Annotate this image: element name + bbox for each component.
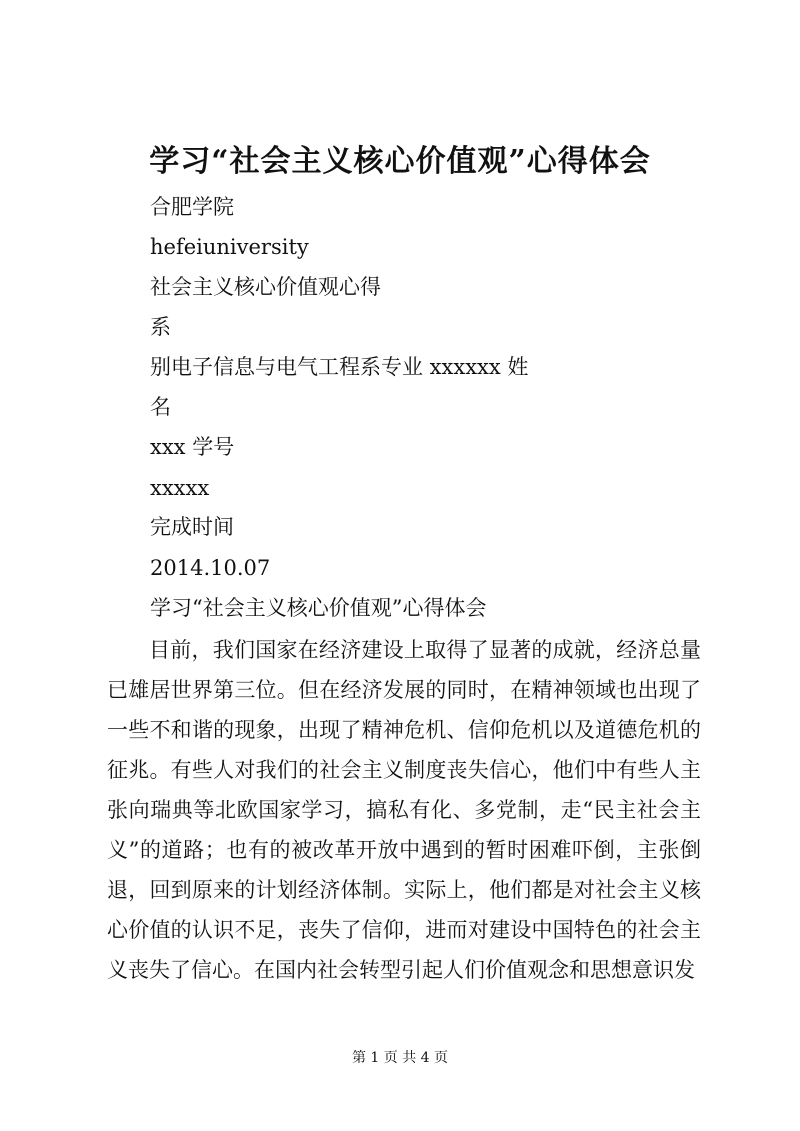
meta-line-department-label: 系 [150,315,171,339]
meta-line-student-id-label: xxx 学号 [150,435,235,459]
document-title: 学习“社会主义核心价值观”心得体会 [149,144,651,179]
document-body [107,630,701,990]
page-number: 第 1 页 共 4 页 [351,1050,449,1066]
meta-line-department: 别电子信息与电气工程系专业 xxxxxx 姓 [150,355,529,379]
meta-line-completion-date: 2014.10.07 [150,556,271,580]
meta-line-student-id: xxxxx [150,476,210,500]
meta-line-institution: 合肥学院 [150,195,234,219]
body-paragraph: 目前，我们国家在经济建设上取得了显著的成就，经济总量已雄居世界第三位。但在经济发展的同时，在精神领域也出现了一些不和谐的现象，出现了精神危机、信仰危机以及道德危机的征兆。有些人对我们的社会主义制度丧失信心，他们中有些人主张向瑞典等北欧国家学习，搞私有化、多党制，走“民主社会主义”的道路；也有的被改革开放中遇到的暂时困难吓倒，主张倒退，回到原来的计划经济体制。实际上，他们都是对社会主义核心价值的认识不足，丧失了信仰，进而对建设中国特色的社会主义丧失了信心。在国内社会转型引起人们价值观念和思想意识发 [107,638,701,982]
meta-line-completion-label: 完成时间 [150,515,234,539]
meta-line-name-label: 名 [150,395,171,419]
meta-line-institution-en: hefeiuniversity [150,235,309,259]
meta-line-subject: 社会主义核心价值观心得 [150,275,381,299]
meta-line-subtitle: 学习“社会主义核心价值观”心得体会 [150,596,487,620]
